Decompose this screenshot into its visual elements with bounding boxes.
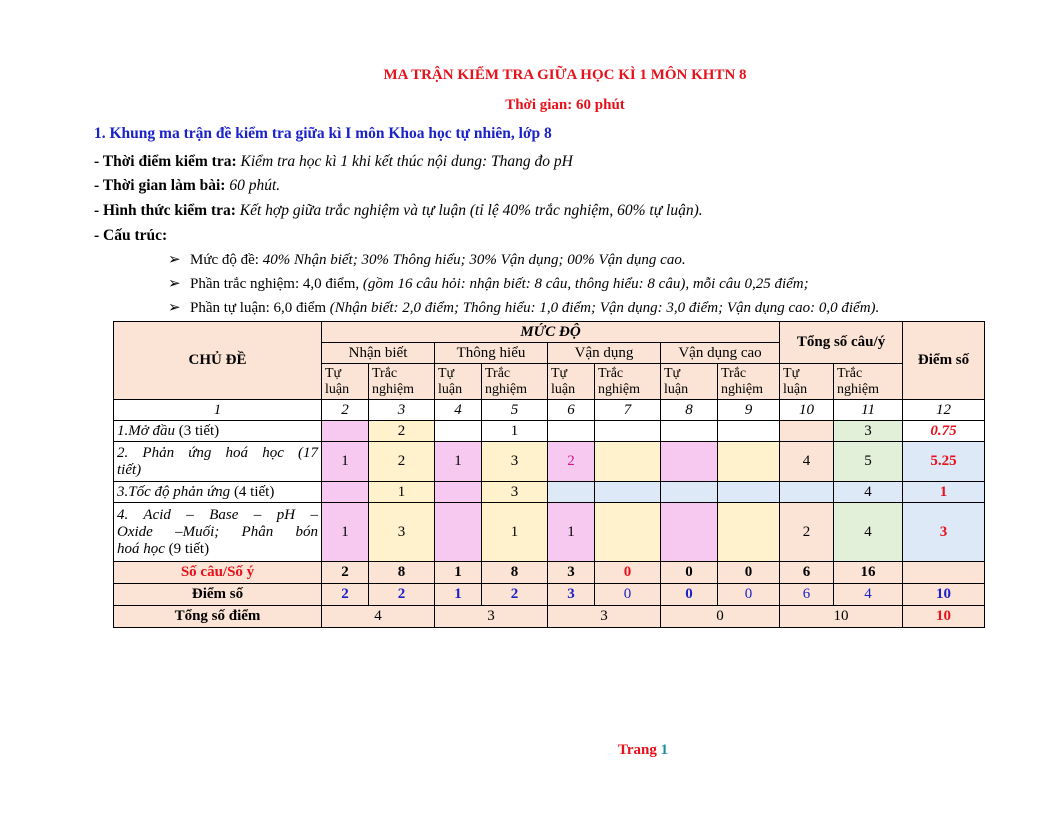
subheader-multiple-choice: Trắc nghiệm — [834, 364, 903, 400]
col-number: 11 — [834, 400, 903, 421]
bullet-multiple-choice: ➢ Phần trắc nghiệm: 4,0 điểm, (gồm 16 câu hỏi: nhận biết: 8 câu, thông hiểu: 8 câu), mỗi câu 0,25 điểm; — [168, 276, 809, 292]
data-cell — [718, 442, 780, 482]
total-label: Tổng số điểm — [114, 606, 322, 628]
total-cell: 3 — [435, 606, 548, 628]
count-cell: 3 — [548, 562, 595, 584]
data-cell — [780, 421, 834, 442]
header-topic: CHỦ ĐỀ — [114, 322, 322, 400]
page-number: 1 — [660, 742, 669, 758]
data-cell — [435, 503, 482, 562]
score-label: Điểm số — [114, 584, 322, 606]
row-score: 3 — [903, 503, 985, 562]
total-cell: 3 — [548, 606, 661, 628]
data-cell: 2 — [369, 421, 435, 442]
document-subtitle: Thời gian: 60 phút — [505, 97, 625, 113]
table-row-question-count — [114, 562, 985, 584]
count-cell: 8 — [482, 562, 548, 584]
data-cell: 4 — [834, 482, 903, 503]
col-number: 8 — [661, 400, 718, 421]
row-score: 5.25 — [903, 442, 985, 482]
col-number: 10 — [780, 400, 834, 421]
col-number: 9 — [718, 400, 780, 421]
bullet-essay: ➢ Phần tự luận: 6,0 điểm (Nhận biết: 2,0 điểm; Thông hiểu: 1,0 điểm; Vận dụng: 3,0 điểm; Vận dụng cao: 0,0 điểm). — [168, 300, 880, 316]
level-application: Vận dụng — [548, 343, 661, 364]
data-cell — [548, 482, 595, 503]
subheader-essay: Tự luận — [780, 364, 834, 400]
info-exam-time: - Thời điểm kiểm tra: Kiểm tra học kì 1 khi kết thúc nội dung: Thang đo pH — [94, 153, 573, 170]
section-heading: 1. Khung ma trận đề kiểm tra giữa kì I môn Khoa học tự nhiên, lớp 8 — [94, 125, 552, 142]
score-cell: 3 — [548, 584, 595, 606]
data-cell: 2 — [369, 442, 435, 482]
data-cell: 1 — [322, 442, 369, 482]
data-cell — [718, 503, 780, 562]
subheader-essay: Tự luận — [661, 364, 718, 400]
data-cell — [595, 442, 661, 482]
header-level: MỨC ĐỘ — [322, 322, 780, 343]
table-row — [114, 442, 985, 482]
table-row-total — [114, 606, 985, 628]
count-cell: 2 — [322, 562, 369, 584]
header-total-questions: Tổng số câu/ý — [780, 322, 903, 364]
data-cell: 1 — [548, 503, 595, 562]
data-cell: 1 — [482, 421, 548, 442]
page-footer: Trang 1 — [618, 742, 669, 758]
col-number: 4 — [435, 400, 482, 421]
document-title: MA TRẬN KIỂM TRA GIỮA HỌC KÌ 1 MÔN KHTN 8 — [383, 67, 747, 83]
col-number: 2 — [322, 400, 369, 421]
data-cell — [595, 482, 661, 503]
data-cell: 3 — [834, 421, 903, 442]
data-cell — [661, 482, 718, 503]
table-row — [114, 503, 985, 562]
subheader-multiple-choice: Trắc nghiệm — [595, 364, 661, 400]
data-cell: 4 — [780, 442, 834, 482]
subheader-multiple-choice: Trắc nghiệm — [482, 364, 548, 400]
subheader-essay: Tự luận — [322, 364, 369, 400]
row-score: 1 — [903, 482, 985, 503]
question-count-label: Số câu/Số ý — [114, 562, 322, 584]
total-cell: 10 — [780, 606, 903, 628]
total-cell: 0 — [661, 606, 780, 628]
data-cell: 1 — [435, 442, 482, 482]
topic-cell: 3.Tốc độ phản ứng (4 tiết) — [114, 482, 322, 503]
col-number: 7 — [595, 400, 661, 421]
data-cell — [780, 482, 834, 503]
info-format: - Hình thức kiểm tra: Kết hợp giữa trắc nghiệm và tự luận (tỉ lệ 40% trắc nghiệm, 60% tự luận). — [94, 202, 703, 219]
topic-cell: 2. Phản ứng hoá học (17 tiết) — [114, 442, 322, 482]
info-duration: - Thời gian làm bài: 60 phút. — [94, 177, 281, 194]
col-number: 5 — [482, 400, 548, 421]
table-row — [114, 421, 985, 442]
score-cell: 0 — [595, 584, 661, 606]
row-score: 0.75 — [903, 421, 985, 442]
table-row-scores — [114, 584, 985, 606]
level-understanding: Thông hiểu — [435, 343, 548, 364]
count-cell: 16 — [834, 562, 903, 584]
arrow-bullet-icon: ➢ — [168, 300, 181, 316]
topic-cell: 4. Acid – Base – pH – Oxide –Muối; Phân bón hoá học (9 tiết) — [114, 503, 322, 562]
score-cell: 6 — [780, 584, 834, 606]
subheader-essay: Tự luận — [435, 364, 482, 400]
data-cell — [661, 442, 718, 482]
data-cell: 1 — [369, 482, 435, 503]
total-cell: 4 — [322, 606, 435, 628]
grand-total: 10 — [903, 606, 985, 628]
count-cell: 0 — [595, 562, 661, 584]
header-score: Điểm số — [903, 322, 985, 400]
table-row — [114, 482, 985, 503]
score-cell: 2 — [482, 584, 548, 606]
subheader-essay: Tự luận — [548, 364, 595, 400]
score-cell: 0 — [718, 584, 780, 606]
matrix-table — [113, 321, 985, 628]
data-cell — [718, 482, 780, 503]
data-cell: 3 — [482, 482, 548, 503]
score-cell: 0 — [661, 584, 718, 606]
arrow-bullet-icon: ➢ — [168, 252, 181, 268]
col-number: 3 — [369, 400, 435, 421]
info-structure: - Cấu trúc: — [94, 227, 168, 244]
count-cell: 1 — [435, 562, 482, 584]
score-cell: 2 — [322, 584, 369, 606]
count-cell: 8 — [369, 562, 435, 584]
data-cell: 2 — [548, 442, 595, 482]
data-cell — [661, 421, 718, 442]
data-cell — [322, 421, 369, 442]
data-cell: 3 — [482, 442, 548, 482]
data-cell: 4 — [834, 503, 903, 562]
data-cell — [548, 421, 595, 442]
data-cell: 1 — [482, 503, 548, 562]
data-cell — [595, 421, 661, 442]
data-cell — [595, 503, 661, 562]
bullet-level: ➢ Mức độ đề: 40% Nhận biết; 30% Thông hiểu; 30% Vận dụng; 00% Vận dụng cao. — [168, 252, 686, 268]
data-cell — [718, 421, 780, 442]
data-cell: 1 — [322, 503, 369, 562]
data-cell — [322, 482, 369, 503]
data-cell: 5 — [834, 442, 903, 482]
data-cell: 3 — [369, 503, 435, 562]
topic-cell: 1.Mở đầu (3 tiết) — [114, 421, 322, 442]
data-cell — [435, 482, 482, 503]
col-number: 12 — [903, 400, 985, 421]
col-number: 1 — [114, 400, 322, 421]
score-cell: 4 — [834, 584, 903, 606]
arrow-bullet-icon: ➢ — [168, 276, 181, 292]
data-cell — [661, 503, 718, 562]
score-cell: 1 — [435, 584, 482, 606]
data-cell: 2 — [780, 503, 834, 562]
level-advanced-application: Vận dụng cao — [661, 343, 780, 364]
col-number: 6 — [548, 400, 595, 421]
level-recognition: Nhận biết — [322, 343, 435, 364]
empty-cell — [903, 562, 985, 584]
subheader-multiple-choice: Trắc nghiệm — [369, 364, 435, 400]
count-cell: 0 — [718, 562, 780, 584]
data-cell — [435, 421, 482, 442]
count-cell: 0 — [661, 562, 718, 584]
count-cell: 6 — [780, 562, 834, 584]
subheader-multiple-choice: Trắc nghiệm — [718, 364, 780, 400]
score-total: 10 — [903, 584, 985, 606]
score-cell: 2 — [369, 584, 435, 606]
